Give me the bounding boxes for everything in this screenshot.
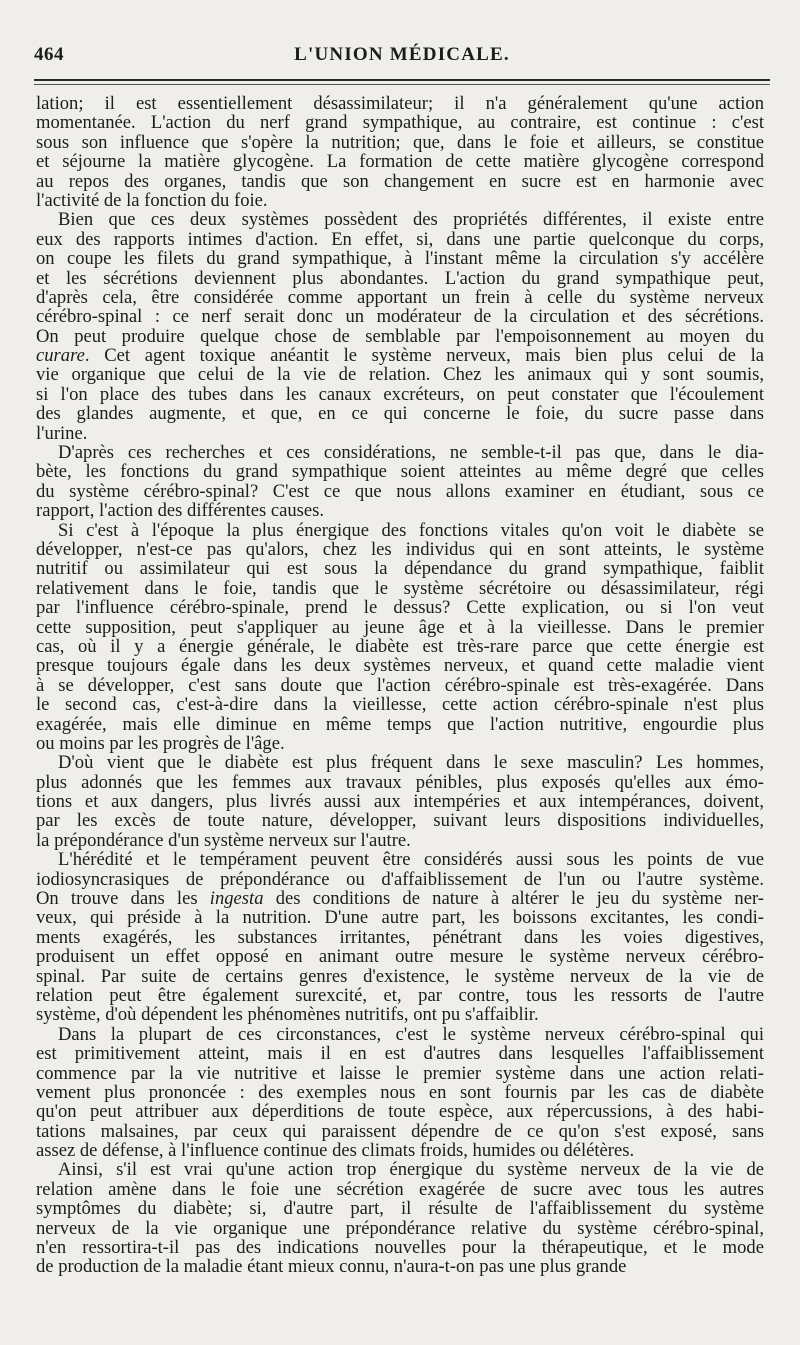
article-body [36, 94, 764, 1277]
text-line: relativement dans le foie, tandis que le système sécrétoire ou désassimilateur, régi [36, 577, 764, 599]
text-line: vie organique que celui de la vie de relation. Chez les animaux qui y sont soumis, [36, 364, 764, 386]
text-line: ments exagérés, les substances irritantes, pénétrant dans les voies digestives, [36, 926, 764, 948]
text-line: la prépondérance d'un système nerveux sur l'autre. [36, 829, 411, 851]
text-line: relation peut être également surexcité, et, par contre, tous les ressorts de l'autre [36, 984, 764, 1006]
text-line: l'activité de la fonction du foie. [36, 189, 268, 211]
text-line: bète, les fonctions du grand sympathique soient atteintes au même degré que celles [36, 461, 764, 483]
text-line: produisent un effet opposé en animant outre mesure le système nerveux cérébro- [36, 946, 764, 968]
text-line: développer, n'est-ce pas qu'alors, chez les individus qui en sont atteints, le système [36, 538, 764, 560]
header-rule-thin [34, 84, 770, 85]
text-line: du système cérébro-spinal? C'est ce que nous allons examiner en étudiant, sous ce [36, 480, 764, 502]
text-line: lation; il est essentiellement désassimilateur; il n'a généralement qu'une action [36, 93, 764, 114]
text-line: presque toujours égale dans les deux systèmes nerveux, et quand cette maladie vient [36, 655, 764, 677]
text-line: commence par la vie nutritive et laisse le premier système dans une action relati- [36, 1062, 764, 1084]
text-line: Dans la plupart de ces circonstances, c'est le système nerveux cérébro-spinal qui [58, 1023, 764, 1045]
text-line: le second cas, c'est-à-dire dans la vieillesse, cette action cérébro-spinale n'est plus [36, 694, 764, 716]
text-line: et séjourne la matière glycogène. La formation de cette matière glycogène correspond [36, 151, 764, 173]
text-line: d'après cela, être considérée comme apportant un frein à celle du système nerveux [36, 286, 764, 308]
text-line: nerveux de la vie organique une prépondérance relative du système cérébro-spinal, [36, 1217, 764, 1239]
paragraph [36, 1160, 764, 1276]
text-line: Ainsi, s'il est vrai qu'une action trop énergique du système nerveux de la vie de [58, 1159, 764, 1181]
text-line: par les excès de toute nature, développer, suivant leurs dispositions individuelles, [36, 810, 764, 832]
text-line: eux des rapports intimes d'action. En effet, si, dans une partie quelconque du corps, [36, 228, 764, 250]
text-line: Si c'est à l'époque la plus énergique des fonctions vitales qu'on voit le diabète se [58, 519, 764, 541]
text-line: cette supposition, peut s'appliquer au jeune âge et à la vieillesse. Dans le premier [36, 616, 764, 638]
text-line: l'urine. [36, 422, 88, 444]
text-line: plus adonnés que les femmes aux travaux pénibles, plus exposés qu'elles aux émo- [36, 771, 764, 793]
text-line: de production de la maladie étant mieux connu, n'aura-t-on pas une plus grande [36, 1256, 627, 1278]
paragraph [36, 443, 764, 521]
paragraph [36, 210, 764, 443]
text-line: On peut produire quelque chose de semblable par l'empoisonnement au moyen du [36, 325, 764, 347]
text-line: ou moins par les progrès de l'âge. [36, 732, 285, 754]
text-line: D'où vient que le diabète est plus fréquent dans le sexe masculin? Les hommes, [58, 752, 764, 774]
text-line: relation amène dans le foie une sécrétion exagérée de sucre avec tous les autres [36, 1178, 764, 1200]
paragraph [36, 94, 764, 210]
text-line: nutritif ou assimilateur qui est sous la dépendance du grand sympathique, faiblit [36, 558, 764, 580]
text-line: si l'on place des tubes dans les canaux excréteurs, on peut constater que l'écoulement [36, 383, 764, 405]
text-line: L'hérédité et le tempérament peuvent être considérés aussi sous les points de vue [58, 849, 764, 871]
text-line: spinal. Par suite de certains genres d'existence, le système nerveux de la vie de [36, 965, 764, 987]
text-line: cas, où il y a énergie générale, le diabète est très-rare parce que cette énergie est [36, 635, 764, 657]
paragraph [36, 753, 764, 850]
text-line: On trouve dans les ingesta des conditions de nature à altérer le jeu du système ner- [36, 888, 764, 910]
text-line: exagérée, mais elle diminue en même temps que l'action nutritive, engourdie plus [36, 713, 764, 735]
text-line: des glandes augmente, et que, en ce qui concerne le foie, du sucre passe dans [36, 403, 764, 425]
text-line: Bien que ces deux systèmes possèdent des propriétés différentes, il existe entre [58, 209, 764, 231]
text-line: n'en ressortira-t-il pas des indications nouvelles pour la thérapeutique, et le mode [36, 1237, 764, 1259]
text-line: cérébro-spinal : ce nerf serait donc un modérateur de la circulation et des sécrétions. [36, 306, 764, 328]
text-line: curare. Cet agent toxique anéantit le système nerveux, mais bien plus celui de la [36, 345, 764, 367]
text-line: veux, qui préside à la nutrition. D'une autre part, les boissons excitantes, les condi- [36, 907, 764, 929]
header-rule [34, 79, 770, 81]
text-line: qu'on peut attribuer aux déperditions de toute espèce, aux répercussions, à des habi- [36, 1101, 764, 1123]
text-line: iodiosyncrasiques de prépondérance ou d'affaiblissement de l'un ou l'autre système. [36, 868, 764, 890]
text-line: est primitivement atteint, mais il en est d'autres dans lesquelles l'affaiblissement [36, 1043, 764, 1065]
text-line: rapport, l'action des différentes causes. [36, 500, 325, 522]
page-header [34, 44, 770, 72]
text-line: D'après ces recherches et ces considérations, ne semble-t-il pas que, dans le dia- [58, 442, 764, 464]
text-line: par l'influence cérébro-spinale, prend le dessus? Cette explication, ou si l'on veut [36, 597, 764, 619]
text-line: vement plus prononcée : des exemples nous en sont fournis par les cas de diabète [36, 1081, 764, 1103]
text-line: tions et aux dangers, plus livrés aussi aux intempéries et aux intempérances, doivent, [36, 791, 764, 813]
paragraph [36, 1025, 764, 1161]
running-title: L'UNION MÉDICALE. [294, 44, 510, 65]
paragraph [36, 850, 764, 1025]
text-line: sous son influence que s'opère la nutrition; que, dans le foie et ailleurs, se constitue [36, 131, 764, 153]
text-line: au repos des organes, tandis que son changement en sucre est en harmonie avec [36, 170, 764, 192]
text-line: momentanée. L'action du nerf grand sympathique, au contraire, est continue : c'est [36, 112, 764, 134]
text-line: assez de défense, à l'influence continue des climats froids, humides ou délétères. [36, 1140, 635, 1162]
paragraph [36, 521, 764, 754]
text-line: système, d'où dépendent les phénomènes nutritifs, ont pu s'affaiblir. [36, 1004, 539, 1026]
text-line: symptômes du diabète; si, d'autre part, il résulte de l'affaiblissement du système [36, 1198, 764, 1220]
page-number: 464 [34, 44, 64, 65]
text-line: tations malsaines, par ceux qui paraissent dépendre de ce qu'on s'est exposé, sans [36, 1120, 764, 1142]
text-line: on coupe les filets du grand sympathique, à l'instant même la circulation s'y accélère [36, 248, 764, 270]
text-line: et les sécrétions deviennent plus abondantes. L'action du grand sympathique peut, [36, 267, 764, 289]
text-line: à se développer, c'est sans doute que l'action cérébro-spinale est très-exagérée. Dans [36, 674, 764, 696]
